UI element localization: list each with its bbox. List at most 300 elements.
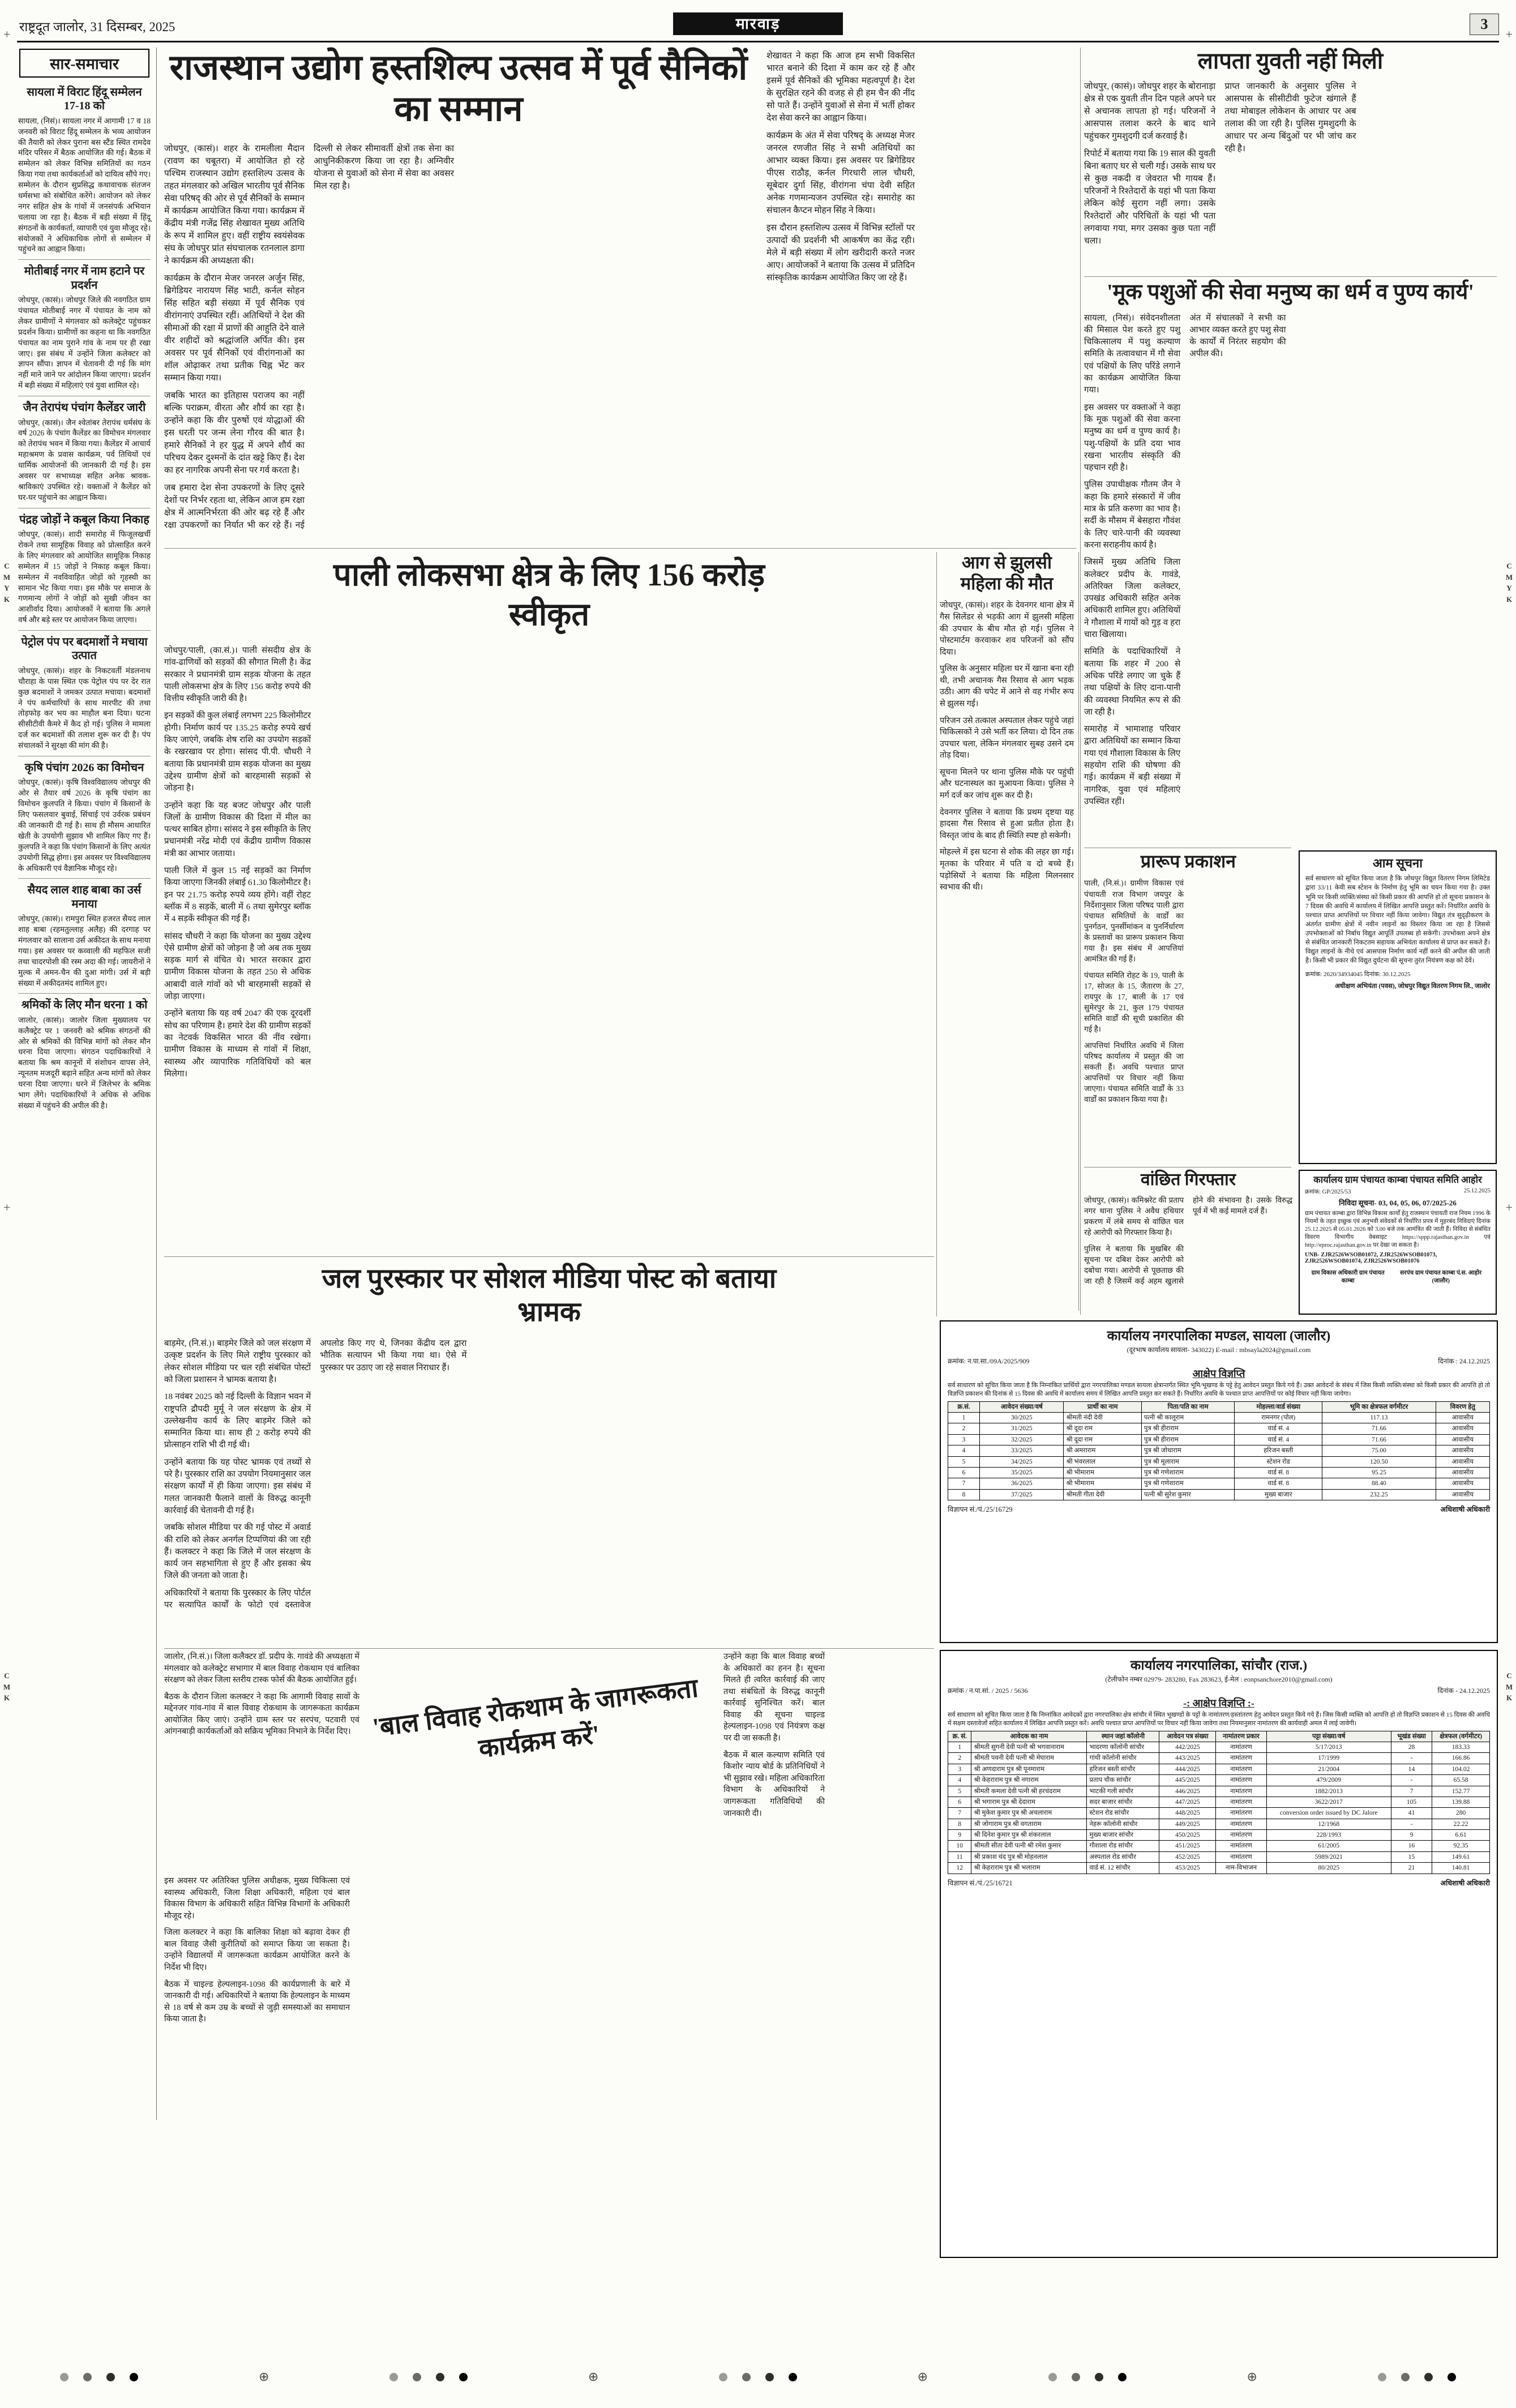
section-rule bbox=[1084, 276, 1497, 277]
paragraph: इस दौरान हस्तशिल्प उत्सव में विभिन्न स्टॉलों पर उत्पादों की प्रदर्शनी भी आकर्षण का केंद्र रही। मेले में बड़ी संख्या में लोग खरीदारी करते नजर आए। आयोजकों ने बताया कि उत्सव में प्रतिदिन सांस्कृतिक कार्यक्रम आयोजित किए जा रहे हैं। bbox=[766, 223, 915, 283]
article-text-bottom bbox=[164, 1875, 934, 2226]
paragraph: मोहल्ले में इस घटना से शोक की लहर छा गई। मृतका के परिवार में पति व दो बच्चे हैं। पड़ोसियों ने बताया कि महिला मिलनसार स्वभाव की थी। bbox=[940, 848, 1074, 892]
paragraph: जिसमें मुख्य अतिथि जिला कलेक्टर प्रदीप के. गावंडे, अतिरिक्त जिला कलेक्टर, उपखंड अधिकारी सहित अनेक अधिकारी शामिल हुए। अतिथियों ने गौशाला में गायों को गुड़ व हरा चारा खिलाया। bbox=[1084, 558, 1181, 640]
cmyk-y: Y bbox=[4, 584, 10, 592]
cell-lease-year: 5989/2021 bbox=[1266, 1851, 1391, 1862]
column-rule bbox=[1080, 48, 1081, 1315]
cell-applicant: श्री अमराराम bbox=[1064, 1445, 1141, 1456]
notice-title: आम सूचना bbox=[1373, 856, 1423, 870]
cell-applicant: श्री भंवरलाल bbox=[1064, 1456, 1141, 1467]
dot-group bbox=[1048, 2373, 1127, 2381]
registration-dot bbox=[130, 2373, 138, 2381]
cell-mutation-type: नामांतरण bbox=[1216, 1841, 1266, 1851]
paragraph: जोधपुर, (कासं)। कमिश्नरेट की प्रताप नगर थाना पुलिस ने अवैध हथियार प्रकरण में लंबे समय से वांछित चल रहे आरोपी को गिरफ्तार किया है। bbox=[1084, 1196, 1184, 1237]
cell-ward: वार्ड सं. 8 bbox=[1235, 1478, 1322, 1489]
cell-colony: स्टेशन रोड सांचौर bbox=[1087, 1808, 1159, 1819]
cell-applicant: श्री केहराराम पुत्र श्री नगाराम bbox=[971, 1775, 1087, 1786]
registration-dot bbox=[1118, 2373, 1127, 2381]
cell-lease-year: 5/17/2013 bbox=[1266, 1742, 1391, 1753]
cell-applicant: श्रीमती पवनी देवी पत्नी श्री मेघाराम bbox=[971, 1753, 1087, 1764]
cmyk-k: K bbox=[3, 594, 10, 604]
cmyk-registration-left-lower bbox=[2, 1670, 11, 1704]
table-row bbox=[948, 1445, 1490, 1456]
column-rule bbox=[936, 552, 937, 1316]
article-wanted-arrest bbox=[1084, 1170, 1292, 1315]
brief-body: जोधपुर, (कासं)। कृषि विश्वविद्यालय जोधपुर की ओर से तैयार वर्ष 2026 के कृषि पंचांग का विमोचन कुलपति ने किया। पंचांग में किसानों के लिए फसलवार बुवाई, सिंचाई एवं उर्वरक प्रबंधन की जानकारी दी गई है। साथ ही मौसम आधारित खेती के उपयोगी सुझाव भी शामिल किए गए हैं। कुलपति ने कहा कि पंचांग किसानों के लिए अत्यंत उपयोगी सिद्ध होगा। इस अवसर पर विश्वविद्यालय के अधिकारी एवं वैज्ञानिक मौजूद रहे। bbox=[18, 778, 151, 872]
paragraph: पुलिस उपाधीक्षक गौतम जैन ने कहा कि हमारे संस्कारों में जीव मात्र के प्रति करुणा का भाव है। सर्दी के मौसम में बेसहारा गौवंश के लिए चारे-पानी की व्यवस्था करना सराहनीय कार्य है। bbox=[1084, 480, 1181, 550]
cell-applicant: श्री जोगाराम पुत्र श्री वगताराम bbox=[971, 1819, 1087, 1829]
brief-article bbox=[18, 508, 151, 626]
column-header: स्थान जहां कॉलोनी bbox=[1087, 1731, 1159, 1742]
paragraph: सांसद चौधरी ने कहा कि योजना का मुख्य उद्देश्य ऐसे ग्रामीण क्षेत्रों को जोड़ना है जो अब तक मुख्य सड़क मार्ग से वंचित थे। भारत सरकार द्वारा ग्रामीण विकास योजना के तहत 250 से अधिक आबादी वाले गांवों को भी बारहमासी सड़कों से जोड़ा जाएगा। bbox=[164, 931, 311, 1002]
registration-dot bbox=[1378, 2373, 1386, 2381]
public-notice-box bbox=[1299, 850, 1497, 1164]
cell-serial: 1 bbox=[948, 1742, 971, 1753]
cell-application: 35/2025 bbox=[980, 1467, 1064, 1478]
dot-group bbox=[389, 2373, 468, 2381]
section-title: मारवाड़ bbox=[673, 12, 843, 35]
objection-notice-title: आक्षेप विज्ञप्ति bbox=[1192, 1368, 1245, 1379]
cell-application: 443/2025 bbox=[1159, 1753, 1216, 1764]
column-header: विवरण हेतु bbox=[1436, 1401, 1489, 1412]
article-text-right bbox=[723, 1651, 934, 1866]
cell-application: 450/2025 bbox=[1159, 1830, 1216, 1841]
table-row bbox=[948, 1413, 1490, 1423]
cell-father: पुत्र श्री गणेशाराम bbox=[1141, 1467, 1234, 1478]
cell-applicant: श्री दूदा राम bbox=[1064, 1423, 1141, 1434]
cell-application: 447/2025 bbox=[1159, 1797, 1216, 1807]
registration-dot bbox=[60, 2373, 68, 2381]
cell-plot: 105 bbox=[1391, 1797, 1432, 1807]
brief-headline: पेट्रोल पंप पर बदमाशों ने मचाया उत्पात bbox=[21, 636, 148, 662]
cell-serial: 6 bbox=[948, 1467, 980, 1478]
cell-application: 446/2025 bbox=[1159, 1786, 1216, 1797]
brief-body: जोधपुर, (कासं)। शादी समारोह में फिजूलखर्ची रोकने तथा सामूहिक विवाह को प्रोत्साहित करने के लिए मंगलवार को आयोजित सामूहिक निकाह सम्मेलन में 15 जोड़ों ने निकाह कबूल किया। सम्मेलन में नवविवाहित जोड़ों को गृहस्थी का सामान भेंट किया गया। इस मौके पर समाज के गणमान्य लोगों ने जोड़ों को सुखी जीवन का आशीर्वाद दिया। आयोजकों ने बताया कि अगले वर्ष और बड़े स्तर पर आयोजन किया जाएगा। bbox=[18, 530, 151, 625]
paragraph: जोधपुर, (कासं)। जोधपुर शहर के बोरानाड़ा क्षेत्र से एक युवती तीन दिन पहले अपने घर से अचानक लापता हो गई। परिजनों ने आसपास तलाश करने के बाद थाने पहुंचकर गुमशुदगी दर्ज करवाई है। bbox=[1084, 82, 1216, 141]
headline: लापता युवती नहीं मिली bbox=[1197, 48, 1384, 74]
office-contact: (टेलीफोन नम्बर 02979- 283280, Fax 283623, ई-मेल : eonpsanchore2010@gmail.com) bbox=[1105, 1675, 1333, 1683]
table-row bbox=[948, 1851, 1490, 1862]
paragraph: अधिकारियों ने बताया कि पुरस्कार के लिए पोर्टल पर सत्यापित कार्यों के फोटो एवं दस्तावेज अपलोड किए गए थे, जिनका केंद्रीय दल द्वारा भौतिक सत्यापन भी किया गया था। ऐसे में पुरस्कार पर उठाए जा रहे सवाल निराधार हैं। bbox=[164, 1339, 467, 1610]
article-text bbox=[1084, 80, 1497, 262]
cell-application: 36/2025 bbox=[980, 1478, 1064, 1489]
cell-serial: 1 bbox=[948, 1413, 980, 1423]
cell-colony: गौशाला रोड सांचौर bbox=[1087, 1841, 1159, 1851]
signatory: अधिशाषी अधिकारी bbox=[1440, 1505, 1490, 1514]
cell-area: 166.86 bbox=[1432, 1753, 1490, 1764]
cell-area: 140.81 bbox=[1432, 1863, 1490, 1874]
cell-serial: 2 bbox=[948, 1423, 980, 1434]
registration-dot bbox=[83, 2373, 92, 2381]
paragraph: बैठक में बाल कल्याण समिति एवं किशोर न्याय बोर्ड के प्रतिनिधियों ने भी सुझाव रखे। महिला अधिकारिता विभाग के अधिकारियों ने जागरूकता गतिविधियों की जानकारी दी। bbox=[723, 1750, 825, 1818]
cell-lease-year: conversion order issued by DC Jalore bbox=[1266, 1808, 1391, 1819]
registration-dot bbox=[1401, 2373, 1410, 2381]
crosshair-mark: ⊕ bbox=[917, 2369, 928, 2384]
cell-applicant: श्रीमती कमला देवी पत्नी श्री हरचंदराम bbox=[971, 1786, 1087, 1797]
paragraph: जोधपुर, (कासं)। शहर के देवनगर थाना क्षेत्र में गैस सिलेंडर से भड़की आग में झुलसी महिला की उपचार के बीच मौत हो गई। पुलिस ने पोस्टमार्टम करवाकर शव परिजनों को सौंप दिया। bbox=[940, 601, 1074, 657]
column-header: आवेदन संख्या/वर्ष bbox=[980, 1401, 1064, 1412]
office-contact: (दूरभाष कार्यालय सायला- 343022) E-mail : mbsayla2024@gmail.com bbox=[1127, 1346, 1311, 1354]
paragraph: पाली, (नि.सं.)। ग्रामीण विकास एवं पंचायती राज विभाग जयपुर के निर्देशानुसार जिला परिषद पाली द्वारा पंचायत समितियों के वार्डों का पुनर्गठन, पुनर्सीमांकन व पुनर्निर्धारण के प्रस्तावों का प्रारूप प्रकाशन किया गया है। इस संबंध में आपत्तियां आमंत्रित की गई हैं। bbox=[1084, 879, 1184, 964]
cell-mutation-type: नाम-विभाजन bbox=[1216, 1863, 1266, 1874]
tender-notice-box bbox=[1299, 1170, 1497, 1315]
cell-father: पत्नी श्री सुरेश कुमार bbox=[1141, 1489, 1234, 1500]
cell-mutation-type: नामांतरण bbox=[1216, 1775, 1266, 1786]
cell-plot: 14 bbox=[1391, 1764, 1432, 1774]
cmyk-c: C bbox=[4, 1671, 10, 1680]
paragraph: जबकि भारत का इतिहास पराजय का नहीं बल्कि पराक्रम, वीरता और शौर्य का रहा है। उन्होंने कहा कि वीर पुरुषों एवं योद्धाओं की इस धरती पर जन्म लेना गौरव की बात है। हमारे सैनिकों ने हर युद्ध में अपने शौर्य का परिचय देकर दुश्मनों के दांत खट्टे किए हैं। देश का हर नागरिक अपनी सेना पर गर्व करता है। bbox=[164, 391, 305, 475]
cell-purpose: आवासीय bbox=[1436, 1489, 1489, 1500]
table-body bbox=[948, 1413, 1490, 1500]
paragraph: कार्यक्रम के दौरान मेजर जनरल अर्जुन सिंह, ब्रिगेडियर नारायण सिंह भाटी, कर्नल सोहन सिंह सहित बड़ी संख्या में पूर्व सैनिक एवं वीरांगनाएं उपस्थित रहीं। अतिथियों ने देश की सीमाओं की रक्षा में प्राणों की आहुति देने वाले वीर शहीदों को श्रद्धांजलि अर्पित की। इस अवसर पर पूर्व सैनिकों एवं वीरांगनाओं का शॉल ओढ़ाकर तथा प्रतीक चिह्न भेंट कर सम्मान किया गया। bbox=[164, 273, 305, 383]
paragraph: 18 नवंबर 2025 को नई दिल्ली के विज्ञान भवन में राष्ट्रपति द्रौपदी मुर्मू ने जल संरक्षण के क्षेत्र में उल्लेखनीय कार्य के लिए बाड़मेर जिले को सम्मानित किया था। साथ ही 2 करोड़ रुपये की प्रोत्साहन राशि भी दी गई थी। bbox=[164, 1392, 311, 1450]
article-text-left bbox=[164, 143, 753, 539]
section-rule bbox=[164, 1256, 934, 1257]
brief-article bbox=[18, 396, 151, 503]
paragraph: पंचायत समिति रोहट के 19, पाली के 17, सोजत के 15, जैतारण के 27, रायपुर के 17, बाली के 17 एवं सुमेरपुर के 21, कुल 179 पंचायत समिति वार्डों की सूची प्रकाशित की गई है। bbox=[1084, 970, 1184, 1034]
paragraph: सायला, (निसं)। संवेदनशीलता की मिसाल पेश करते हुए पशु चिकित्सालय में पशु कल्याण समिति के तत्वावधान में गौ सेवा एवं पक्षियों के लिए परिंडे लगाने का कार्यक्रम आयोजित किया गया। bbox=[1084, 313, 1181, 395]
cell-lease-year: 17/1999 bbox=[1266, 1753, 1391, 1764]
paragraph: समिति के पदाधिकारियों ने बताया कि शहर में 200 से अधिक परिंडे लगाए जा चुके हैं तथा पक्षियों के लिए दाना-पानी की व्यवस्था नियमित रूप से की जा रही है। bbox=[1084, 647, 1181, 717]
cell-area: 139.88 bbox=[1432, 1797, 1490, 1807]
registration-dot bbox=[789, 2373, 797, 2381]
cell-serial: 11 bbox=[948, 1851, 971, 1862]
table-row bbox=[948, 1456, 1490, 1467]
registration-dot bbox=[765, 2373, 774, 2381]
brief-headline: मोतीबाई नगर में नाम हटाने पर प्रदर्शन bbox=[24, 265, 145, 292]
column-header: क्र.सं. bbox=[948, 1401, 980, 1412]
office-date: दिनांक : 24.12.2025 bbox=[1438, 1357, 1490, 1365]
registration-dot bbox=[106, 2373, 115, 2381]
registration-dot bbox=[459, 2373, 468, 2381]
cell-colony: भादरणा कॉलोनी सांचौर bbox=[1087, 1742, 1159, 1753]
cell-application: 445/2025 bbox=[1159, 1775, 1216, 1786]
cmyk-c: C bbox=[1506, 562, 1512, 570]
refrow bbox=[948, 1356, 1490, 1366]
office-title: कार्यालय नगरपालिका मण्डल, सायला (जालौर) bbox=[1107, 1329, 1331, 1344]
tender-office: कार्यालय ग्राम पंचायत काम्बा पंचायत समिति आहोर bbox=[1313, 1174, 1482, 1185]
notice-intro: सर्व साधारण को सूचित किया जाता है कि निम्नांकित आवेदकों द्वारा नगरपालिका क्षेत्र सांचौर में स्थित भूखण्डों के पट्टों के नामांतरण/हस्तांतरण हेतु आवेदन प्रस्तुत किये गये हैं। जिस किसी व्यक्ति को आपत्ति हो तो विज्ञप्ति प्रकाशन से 15 दिवस की अवधि में सक्षम दस्तावेजों सहित कार्यालय में लिखित आपत्ति प्रस्तुत करें। अवधि पश्चात प्राप्त आपत्तियों पर विचार नहीं किया जावेगा तथा नियमानुसार नामांतरण की कार्यवाही अमल में लाई जावेगी। bbox=[948, 1712, 1490, 1727]
article-text bbox=[164, 645, 934, 1211]
table-row bbox=[948, 1753, 1490, 1764]
cell-lease-year: 479/2009 bbox=[1266, 1775, 1391, 1786]
cell-applicant: श्री भीमाराम bbox=[1064, 1467, 1141, 1478]
cell-lease-year: 3622/2017 bbox=[1266, 1797, 1391, 1807]
paragraph: रिपोर्ट में बताया गया कि 19 साल की युवती बिना बताए घर से चली गई। उसके साथ घर से कुछ नकदी व जेवरात भी गायब हैं। परिजनों ने रिश्तेदारों के यहां भी पता किया लेकिन कोई सुराग नहीं लगा। उसके रिश्तेदारों और परिचितों के यहां भी पता लगवाया गया, मगर उसका कुछ पता नहीं चला। bbox=[1084, 149, 1216, 246]
tender-unb: UNB- ZJR2526WSOB01072, ZJR2526WSOB01073, ZJR2526WSOB01074, ZJR2526WSOB01076 bbox=[1305, 1252, 1437, 1265]
tender-signrow bbox=[1305, 1269, 1491, 1285]
table-row bbox=[948, 1830, 1490, 1841]
tender-title: निविदा सूचना- 03, 04, 05, 06, 07/2025-26 bbox=[1339, 1198, 1457, 1207]
section-rule bbox=[164, 548, 1077, 549]
cell-area: 71.66 bbox=[1322, 1434, 1436, 1445]
cmyk-m: M bbox=[1505, 572, 1513, 581]
paragraph: जब हमारा देश सेना उपकरणों के लिए दूसरे देशों पर निर्भर रहता था, लेकिन आज हम रक्षा क्षेत्र में आत्मनिर्भरता की ओर बढ़ रहे हैं और रक्षा उपकरणों का निर्यात भी कर रहे हैं। नई दिल्ली से लेकर सीमावर्ती क्षेत्रों तक सेना का आधुनिकीकरण किया जा रहा है। अग्निवीर योजना से युवाओं को सेना में सेवा का अवसर मिल रहा है। bbox=[164, 144, 454, 530]
notice-body: सर्व साधारण को सूचित किया जाता है कि जोधपुर विद्युत वितरण निगम लिमिटेड द्वारा 33/11 केवी सब स्टेशन के निर्माण हेतु भूमि का चयन किया गया है। उक्त भूमि पर किसी व्यक्ति/संस्था को किसी प्रकार की आपत्ति हो तो सूचना प्रकाशन के 7 दिवस की अवधि में कार्यालय में लिखित आपत्ति प्रस्तुत करें। निर्धारित अवधि के पश्चात प्राप्त आपत्तियों पर विचार नहीं किया जावेगा। विद्युत तंत्र सुदृढ़ीकरण के अंतर्गत ग्रामीण क्षेत्रों में नवीन लाइनों का विस्तार किया जा रहा है जिससे उपभोक्ताओं को निर्बाध विद्युत आपूर्ति उपलब्ध हो सकेगी। उपभोक्ता अपने क्षेत्र से संबंधित जानकारी निकटतम सहायक अभियंता कार्यालय से प्राप्त कर सकते हैं। विद्युत लाइनों के नीचे एवं आसपास निर्माण कार्य नहीं करने की अपील की जाती है। किसी भी प्रकार की विद्युत दुर्घटना की सूचना तुरंत नियंत्रण कक्ष को देवें। bbox=[1305, 875, 1490, 965]
article-top-row bbox=[164, 1651, 934, 1866]
cell-area: 65.58 bbox=[1432, 1775, 1490, 1786]
cell-mutation-type: नामांतरण bbox=[1216, 1808, 1266, 1819]
table-body bbox=[948, 1742, 1490, 1874]
article-text bbox=[1084, 313, 1497, 811]
table-row bbox=[948, 1478, 1490, 1489]
headline: जल पुरस्कार पर सोशल मीडिया पोस्ट को बताया भ्रामक bbox=[322, 1264, 777, 1327]
tender-sign-left: ग्राम विकास अधिकारी ग्राम पंचायत काम्बा bbox=[1311, 1270, 1385, 1285]
paragraph: सूचना मिलने पर थाना पुलिस मौके पर पहुंची और घटनास्थल का मुआयना किया। पुलिस ने मर्ग दर्ज कर जांच शुरू कर दी है। bbox=[940, 767, 1074, 801]
cell-serial: 2 bbox=[948, 1753, 971, 1764]
article-draft-publication bbox=[1084, 850, 1292, 1164]
crosshair-mark: ⊕ bbox=[259, 2369, 269, 2384]
cell-colony: वार्ड सं. 12 सांचौर bbox=[1087, 1863, 1159, 1874]
paragraph: उन्होंने बताया कि यह वर्ष 2047 की एक दूरदर्शी सोच का परिणाम है। हमारे देश की ग्रामीण सड़कों का नेटवर्क विकसित भारत की नींव रखेगा। ग्रामीण विकास के माध्यम से गांवों में शिक्षा, स्वास्थ्य और व्यापारिक गतिविधियों को बल मिलेगा। bbox=[164, 1009, 311, 1079]
dot-group bbox=[60, 2373, 138, 2381]
signature-row bbox=[948, 1504, 1490, 1514]
news-briefs-title: सार-समाचार bbox=[19, 49, 149, 78]
cell-application: 37/2025 bbox=[980, 1489, 1064, 1500]
column-header: पट्टा संख्या/वर्ष bbox=[1266, 1731, 1391, 1742]
notice-intro: सर्व साधारण को सूचित किया जाता है कि निम्नांकित प्रार्थियों द्वारा नगरपालिका मण्डल सायला क्षेत्रान्तर्गत स्थित भूमि/भूखण्ड के पट्टे हेतु आवेदन प्रस्तुत किये गये हैं। उक्त आवेदनों के संबंध में जिस किसी व्यक्ति/संस्था को किसी प्रकार की आपत्ति हो तो विज्ञप्ति प्रकाशन की दिनांक से 15 दिवस की अवधि में कार्यालय समय में लिखित आपत्ति प्रस्तुत कर सकते हैं। निर्धारित अवधि के पश्चात प्राप्त आपत्तियों पर कोई विचार नहीं किया जायेगा। bbox=[948, 1382, 1490, 1397]
article-text bbox=[940, 600, 1074, 893]
table-row bbox=[948, 1819, 1490, 1829]
cell-colony: अस्पताल रोड सांचौर bbox=[1087, 1851, 1159, 1862]
column-header: भूखंड संख्या bbox=[1391, 1731, 1432, 1742]
cell-colony: भाटकी गली सांचौर bbox=[1087, 1786, 1159, 1797]
paragraph: पुलिस ने बताया कि मुखबिर की सूचना पर दबिश देकर आरोपी को दबोचा गया। आरोपी से पूछताछ की जा रही है जिसमें कई अहम खुलासे होने की संभावना है। उसके विरुद्ध पूर्व में भी कई मामले दर्ज हैं। bbox=[1084, 1196, 1292, 1286]
table-row bbox=[948, 1841, 1490, 1851]
paragraph: उन्होंने कहा कि यह बजट जोधपुर और पाली जिलों के ग्रामीण विकास की दिशा में मील का पत्थर साबित होगा। सांसद ने इस स्वीकृति के लिए प्रधानमंत्री नरेंद्र मोदी एवं केंद्रीय ग्रामीण विकास मंत्री का आभार जताया। bbox=[164, 801, 311, 858]
paragraph: समारोह में भामाशाह परिवार द्वारा अतिथियों का सम्मान किया गया एवं गौशाला विकास के लिए सहयोग राशि की घोषणा की गई। कार्यक्रम में बड़ी संख्या में नागरिक, युवा एवं महिलाएं उपस्थित रहीं। bbox=[1084, 725, 1181, 806]
refrow bbox=[948, 1686, 1490, 1695]
cell-mutation-type: नामांतरण bbox=[1216, 1830, 1266, 1841]
crop-mark: + bbox=[1505, 1200, 1513, 1214]
lease-applications-table bbox=[948, 1401, 1490, 1500]
tender-ref: क्रमांक: GP/2025/53 bbox=[1305, 1188, 1351, 1195]
article-animal-service bbox=[1084, 280, 1497, 845]
column-header: आवेदक का नाम bbox=[971, 1731, 1087, 1742]
article-text bbox=[1084, 878, 1292, 1149]
brief-article bbox=[18, 259, 151, 391]
registration-dot bbox=[742, 2373, 751, 2381]
cell-applicant: श्री दूदा राम bbox=[1064, 1434, 1141, 1445]
cell-application: 31/2025 bbox=[980, 1423, 1064, 1434]
dot-group bbox=[719, 2373, 797, 2381]
cell-area: 6.61 bbox=[1432, 1830, 1490, 1841]
paragraph: उन्होंने कहा कि बाल विवाह बच्चों के अधिकारों का हनन है। सूचना मिलते ही त्वरित कार्रवाई की जाए तथा संबंधितों के विरुद्ध कानूनी कार्रवाई सुनिश्चित करें। बाल विवाह की सूचना चाइल्ड हेल्पलाइन-1098 एवं नियंत्रण कक्ष पर दी जा सकती है। bbox=[723, 1652, 825, 1743]
column-header: पिता/पति का नाम bbox=[1141, 1401, 1234, 1412]
notice-ref-small: विज्ञापन सं./पं./25/16721 bbox=[948, 1879, 1013, 1887]
header-rule bbox=[17, 41, 1499, 42]
cell-purpose: आवासीय bbox=[1436, 1413, 1489, 1423]
notice-ref: क्रमांक: 2620/34934045 दिनांक: 30.12.2025 bbox=[1305, 971, 1411, 978]
column-header: प्रार्थी का नाम bbox=[1064, 1401, 1141, 1412]
brief-article bbox=[18, 756, 151, 874]
cmyk-c: C bbox=[1506, 1671, 1512, 1680]
cell-lease-year: 12/1968 bbox=[1266, 1819, 1391, 1829]
brief-headline: सायला में विराट हिंदू सम्मेलन 17-18 को bbox=[27, 86, 142, 113]
cell-plot: 7 bbox=[1391, 1786, 1432, 1797]
cell-serial: 9 bbox=[948, 1830, 971, 1841]
table-row bbox=[948, 1764, 1490, 1774]
cmyk-k: K bbox=[1506, 1693, 1513, 1702]
paragraph: कार्यक्रम के अंत में सेवा परिषद् के अध्यक्ष मेजर जनरल रणजीत सिंह ने सभी अतिथियों का आभार व्यक्त किया। इस अवसर पर ब्रिगेडियर पीएस राठौड़, कर्नल गिरधारी लाल चौधरी, सूबेदार दुर्गा सिंह, वीरांगना चंपा देवी सहित अनेक गणमान्यजन उपस्थित रहे। समारोह का संचालन कैप्टन मोहन सिंह ने किया। bbox=[766, 131, 915, 215]
cmyk-c: C bbox=[4, 562, 10, 570]
cell-serial: 3 bbox=[948, 1434, 980, 1445]
paragraph: प्राप्त जानकारी के अनुसार पुलिस ने आसपास के सीसीटीवी फुटेज खंगाले हैं तथा मोबाइल लोकेशन के आधार पर अब तलाश की जा रही है। पुलिस गुमशुदगी के आधार पर अन्य बिंदुओं पर भी जांच कर रही है। bbox=[1224, 82, 1356, 153]
cell-colony: प्रताप चौक सांचौर bbox=[1087, 1775, 1159, 1786]
cell-applicant: श्रीमती सीता देवी पत्नी श्री रमेश कुमार bbox=[971, 1841, 1087, 1851]
cell-area: 152.77 bbox=[1432, 1786, 1490, 1797]
brief-body: जोधपुर, (कासं)। रामपुरा स्थित हजरत सैयद लाल शाह बाबा (रहमतुल्लाह अलैह) की दरगाह पर मंगलवार को सालाना उर्स अकीदत के साथ मनाया गया। इस अवसर पर कव्वाली की महफिल सजी तथा चादरपोशी की रस्म अदा की गई। जायरीनों ने मुल्क में अमन-चैन की दुआ मांगी। उर्स में बड़ी संख्या में अकीदतमंद शामिल हुए। bbox=[18, 914, 151, 987]
main-headline: राजस्थान उद्योग हस्तशिल्प उत्सव में पूर्व सैनिकों का सम्मान bbox=[169, 49, 748, 129]
cell-application: 30/2025 bbox=[980, 1413, 1064, 1423]
cell-purpose: आवासीय bbox=[1436, 1467, 1489, 1478]
article-veterans-honour bbox=[164, 48, 1077, 546]
cell-mutation-type: नामांतरण bbox=[1216, 1786, 1266, 1797]
paragraph: इस अवसर पर वक्ताओं ने कहा कि मूक पशुओं की सेवा करना मनुष्य का धर्म व पुण्य कार्य है। पशु-पक्षियों के प्रति दया भाव रखना भारतीय संस्कृति की पहचान रही है। bbox=[1084, 403, 1181, 473]
signature-row bbox=[948, 1878, 1490, 1888]
cell-serial: 7 bbox=[948, 1808, 971, 1819]
paragraph: शेखावत ने कहा कि आज हम सभी विकसित भारत बनाने की दिशा में काम कर रहे हैं और इसमें पूर्व सैनिकों की भूमिका महत्वपूर्ण है। देश के सुरक्षित रहने की वजह से ही हम चैन की नींद सो पाते हैं। उन्होंने युवाओं से सेना में भर्ती होकर देश सेवा करने का आह्वान किया। bbox=[766, 51, 915, 123]
office-ref: क्रमांक / न.पा.सां. / 2025 / 5636 bbox=[948, 1687, 1028, 1695]
table-row bbox=[948, 1775, 1490, 1786]
cell-serial: 5 bbox=[948, 1456, 980, 1467]
paragraph: पाली जिले में कुल 15 नई सड़कों का निर्माण किया जाएगा जिनकी लंबाई 61.30 किलोमीटर है। इन पर 21.75 करोड़ रुपये व्यय होंगे। वहीं रोहट ब्लॉक में 8 सड़कें, बाली में 6 तथा सुमेरपुर ब्लॉक में 4 सड़कें स्वीकृत की गई हैं। bbox=[164, 866, 311, 924]
column-header: क्षेत्रफल (वर्गमीटर) bbox=[1432, 1731, 1490, 1742]
cell-ward: स्टेशन रोड bbox=[1235, 1456, 1322, 1467]
article-fire-death bbox=[940, 552, 1079, 1311]
office-date: दिनांक - 24.12.2025 bbox=[1437, 1687, 1490, 1695]
signatory: अधिशाषी अधिकारी bbox=[1440, 1879, 1490, 1887]
cell-serial: 6 bbox=[948, 1797, 971, 1807]
cell-mutation-type: नामांतरण bbox=[1216, 1753, 1266, 1764]
column-header: मोहल्ला/वार्ड संख्या bbox=[1235, 1401, 1322, 1412]
paragraph: अंत में संचालकों ने सभी का आभार व्यक्त करते हुए पशु सेवा के कार्यों में निरंतर सहयोग की अपील की। bbox=[1189, 313, 1286, 359]
registration-dot bbox=[719, 2373, 727, 2381]
table-row bbox=[948, 1808, 1490, 1819]
brief-body: जोधपुर, (कासं)। शहर के निकटवर्ती मंडलनाथ चौराहा के पास स्थित एक पेट्रोल पंप पर देर रात कुछ बदमाशों ने जमकर उत्पात मचाया। बदमाशों ने पंप कर्मचारियों के साथ मारपीट की तथा तोड़फोड़ कर भय का माहौल बना दिया। घटना सीसीटीवी कैमरे में कैद हो गई। पुलिस ने मामला दर्ज कर बदमाशों की तलाश शुरू कर दी है। पंप संचालकों ने सुरक्षा की मांग की है। bbox=[18, 666, 151, 750]
cell-father: पुत्र श्री हीराराम bbox=[1141, 1434, 1234, 1445]
cell-application: 449/2025 bbox=[1159, 1819, 1216, 1829]
cell-serial: 8 bbox=[948, 1489, 980, 1500]
cell-colony: मुख्य बाजार सांचौर bbox=[1087, 1830, 1159, 1841]
table-row bbox=[948, 1489, 1490, 1500]
cell-mutation-type: नामांतरण bbox=[1216, 1819, 1266, 1829]
sayla-municipality-notice bbox=[940, 1320, 1498, 1643]
column-header: भूमि का क्षेत्रफल वर्गमीटर bbox=[1322, 1401, 1436, 1412]
edition-date: राष्ट्रदूत जालोर, 31 दिसम्बर, 2025 bbox=[19, 20, 175, 34]
cell-plot: 9 bbox=[1391, 1830, 1432, 1841]
cell-lease-year: 80/2025 bbox=[1266, 1863, 1391, 1874]
cell-serial: 7 bbox=[948, 1478, 980, 1489]
paragraph: जालोर, (नि.सं.)। जिला कलैक्टर डॉ. प्रदीप के. गावंडे की अध्यक्षता में मंगलवार को कलेक्ट्रेट सभागार में बाल विवाह रोकथाम एवं बालिका संरक्षण को लेकर जिला स्तरीय टास्क फोर्स की बैठक आयोजित हुई। bbox=[164, 1652, 359, 1685]
brief-article bbox=[18, 993, 151, 1111]
tender-refrow bbox=[1305, 1188, 1491, 1196]
paragraph: आपत्तियां निर्धारित अवधि में जिला परिषद कार्यालय में प्रस्तुत की जा सकती हैं। अवधि पश्चात प्राप्त आपत्तियों पर विचार नहीं किया जाएगा। पंचायत समिति वार्डों के 33 वार्डों का प्रकाशन किया गया है। bbox=[1084, 1041, 1184, 1104]
brief-body: जोधपुर, (कासं)। जैन श्वेतांबर तेरापंथ धर्मसंघ के वर्ष 2026 के पंचांग कैलेंडर का विमोचन मंगलवार को तेरापंथ भवन में किया गया। कैलेंडर में आचार्य महाश्रमण के प्रवास कार्यक्रम, पर्व तिथियों एवं धार्मिक आयोजनों की जानकारी दी गई है। इस अवसर पर सभाध्यक्ष सहित अनेक श्रावक-श्राविकाएं उपस्थित रहे। वक्ताओं ने कैलेंडर को घर-घर पहुंचाने का आह्वान किया। bbox=[18, 418, 151, 502]
cell-lease-year: 1882/2013 bbox=[1266, 1786, 1391, 1797]
notice-ref-small: विज्ञापन सं./पं./25/16729 bbox=[948, 1505, 1013, 1514]
cell-area: 75.00 bbox=[1322, 1445, 1436, 1456]
cell-applicant: श्री केहराराम पुत्र श्री भलाराम bbox=[971, 1863, 1087, 1874]
page-number: 3 bbox=[1470, 14, 1499, 35]
cell-area: 104.02 bbox=[1432, 1764, 1490, 1774]
table-row bbox=[948, 1786, 1490, 1797]
cell-serial: 4 bbox=[948, 1775, 971, 1786]
tender-date: 25.12.2025 bbox=[1463, 1187, 1491, 1194]
cell-mutation-type: नामांतरण bbox=[1216, 1851, 1266, 1862]
cell-father: पुत्र श्री हीराराम bbox=[1141, 1423, 1234, 1434]
registration-dot bbox=[389, 2373, 398, 2381]
cell-applicant: श्रीमती सुगनी देवी पत्नी श्री भगवानाराम bbox=[971, 1742, 1087, 1753]
cell-area: 95.25 bbox=[1322, 1467, 1436, 1478]
tender-sign-right: सरपंच ग्राम पंचायत काम्बा पं.स. आहोर (जालौर) bbox=[1400, 1270, 1482, 1285]
cell-colony: गांधी कॉलोनी सांचौर bbox=[1087, 1753, 1159, 1764]
registration-dot bbox=[1072, 2373, 1080, 2381]
cell-purpose: आवासीय bbox=[1436, 1423, 1489, 1434]
registration-dot-strip bbox=[0, 2369, 1516, 2384]
cell-plot: 15 bbox=[1391, 1851, 1432, 1862]
article-text-left bbox=[164, 1651, 359, 1866]
registration-dot bbox=[413, 2373, 421, 2381]
brief-body: जालोर, (कासं)। जालोर जिला मुख्यालय पर कलैक्ट्रेट पर 1 जनवरी को श्रमिक संगठनों की ओर से श्रमिकों की विभिन्न मांगों को लेकर मौन धरना दिया जाएगा। संगठन पदाधिकारियों ने बताया कि श्रम कानूनों में संशोधन वापस लेने, न्यूनतम मजदूरी बढ़ाने सहित अन्य मांगों को लेकर धरना दिया जाएगा। धरने में जिलेभर के श्रमिक भाग लेंगे। पदाधिकारियों ने अधिक से अधिक संख्या में पहुंचने की अपील की है। bbox=[18, 1015, 151, 1110]
paragraph: पुलिस के अनुसार महिला घर में खाना बना रही थी, तभी अचानक गैस रिसाव से आग भड़क उठी। आग की चपेट में आने से वह गंभीर रूप से झुलस गई। bbox=[940, 664, 1074, 708]
cmyk-m: M bbox=[1505, 1682, 1513, 1691]
cell-application: 448/2025 bbox=[1159, 1808, 1216, 1819]
cell-application: 453/2025 bbox=[1159, 1863, 1216, 1874]
headline: आग से झुलसी महिला की मौत bbox=[960, 553, 1054, 594]
cell-colony: सदर बाजार सांचौर bbox=[1087, 1797, 1159, 1807]
article-text-right bbox=[766, 50, 1072, 539]
table-row bbox=[948, 1434, 1490, 1445]
cell-colony: नेहरू कॉलोनी सांचौर bbox=[1087, 1819, 1159, 1829]
cell-purpose: आवासीय bbox=[1436, 1434, 1489, 1445]
cmyk-registration-right-lower bbox=[1505, 1670, 1514, 1704]
cmyk-registration-right bbox=[1505, 561, 1514, 605]
table-row bbox=[948, 1797, 1490, 1807]
cell-area: 149.61 bbox=[1432, 1851, 1490, 1862]
objection-notice-title: -: आक्षेप विज्ञप्ति :- bbox=[1183, 1697, 1254, 1709]
cell-mutation-type: नामांतरण bbox=[1216, 1797, 1266, 1807]
cell-father: पुत्र श्री मूलाराम bbox=[1141, 1456, 1234, 1467]
registration-dot bbox=[1448, 2373, 1456, 2381]
cell-purpose: आवासीय bbox=[1436, 1456, 1489, 1467]
cell-plot: - bbox=[1391, 1775, 1432, 1786]
brief-headline: पंद्रह जोड़ों ने कबूल किया निकाह bbox=[19, 513, 149, 526]
cell-applicant: श्री भगाराम पुत्र श्री देदाराम bbox=[971, 1797, 1087, 1807]
cell-area: 92.35 bbox=[1432, 1841, 1490, 1851]
brief-article bbox=[18, 630, 151, 751]
article-water-award bbox=[164, 1260, 934, 1646]
office-ref: क्रमांक: न.पा.सा./09A/2025/909 bbox=[948, 1357, 1030, 1365]
tender-body: ग्राम पंचायत काम्बा द्वारा विभिन्न विकास कार्यों हेतु राजस्थान पंचायती राज नियम 1996 के नियमों के तहत इच्छुक एवं अनुभवी संवेदकों से निर्धारित प्रपत्र में मुहरबंद निविदाएं दिनांक 25.12.2025 से 05.01.2026 को 3.00 बजे तक आमंत्रित की जाती हैं। निविदा से संबंधित विवरण विभागीय वेबसाइट https://sppp.rajasthan.gov.in एवं http://eproc.rajasthan.gov.in पर देखा जा सकता है। bbox=[1305, 1210, 1491, 1249]
cell-area: 117.13 bbox=[1322, 1413, 1436, 1423]
brief-headline: कृषि पंचांग 2026 का विमोचन bbox=[24, 761, 144, 774]
cell-area: 232.25 bbox=[1322, 1489, 1436, 1500]
paragraph: इन सड़कों की कुल लंबाई लगभग 225 किलोमीटर होगी। निर्माण कार्य पर 135.25 करोड़ रुपये खर्च किए जाएंगे, जबकि शेष राशि का उपयोग सड़कों के रखरखाव पर होगा। सांसद पी.पी. चौधरी ने बताया कि प्रधानमंत्री ग्राम सड़क योजना का मुख्य उद्देश्य ग्रामीण क्षेत्रों को बारहमासी सड़कों से जोड़ना है। bbox=[164, 711, 311, 793]
cmyk-m: M bbox=[3, 572, 11, 581]
cell-lease-year: 61/2005 bbox=[1266, 1841, 1391, 1851]
crosshair-mark: ⊕ bbox=[588, 2369, 599, 2384]
table-row bbox=[948, 1742, 1490, 1753]
cell-lease-year: 21/2004 bbox=[1266, 1764, 1391, 1774]
table-row bbox=[948, 1467, 1490, 1478]
cell-plot: 28 bbox=[1391, 1742, 1432, 1753]
cell-application: 33/2025 bbox=[980, 1445, 1064, 1456]
brief-body: सायला, (निसं)। सायला नगर में आगामी 17 व 18 जनवरी को विराट हिंदू सम्मेलन के भव्य आयोजन की तैयारी को लेकर पुराना बस स्टैंड स्थित रामदेव मंदिर परिसर में बैठक आयोजित की गई। बैठक में सम्मेलन को लेकर विभिन्न समितियों का गठन किया गया तथा कार्यकर्ताओं को दायित्व सौंपे गए। सम्मेलन के दौरान सुप्रसिद्ध कथावाचक संतजन धर्मसभा को संबोधित करेंगे। आयोजन को लेकर नगर सहित क्षेत्र के गांवों में जनसंपर्क अभियान चलाया जा रहा है। बैठक में बड़ी संख्या में हिंदू संगठनों के कार्यकर्ता, व्यापारी एवं युवा मौजूद रहे। संयोजकों ने अधिकाधिक लोगों से सम्मेलन में पहुंचने का आह्वान किया। bbox=[18, 116, 151, 254]
paragraph: देवनगर पुलिस ने बताया कि प्रथम दृष्टया यह हादसा गैस रिसाव से हुआ प्रतीत होता है। विस्तृत जांच के बाद ही स्थिति स्पष्ट हो सकेगी। bbox=[940, 807, 1074, 840]
cell-area: 22.22 bbox=[1432, 1819, 1490, 1829]
paragraph: उन्होंने बताया कि यह पोस्ट भ्रामक एवं तथ्यों से परे है। पुरस्कार राशि का उपयोग नियमानुसार जल संरक्षण कार्यों में ही किया जाएगा। इस संबंध में गलत जानकारी फैलाने वालों के विरुद्ध कानूनी कार्रवाई की चेतावनी दी गई है। bbox=[164, 1457, 311, 1515]
